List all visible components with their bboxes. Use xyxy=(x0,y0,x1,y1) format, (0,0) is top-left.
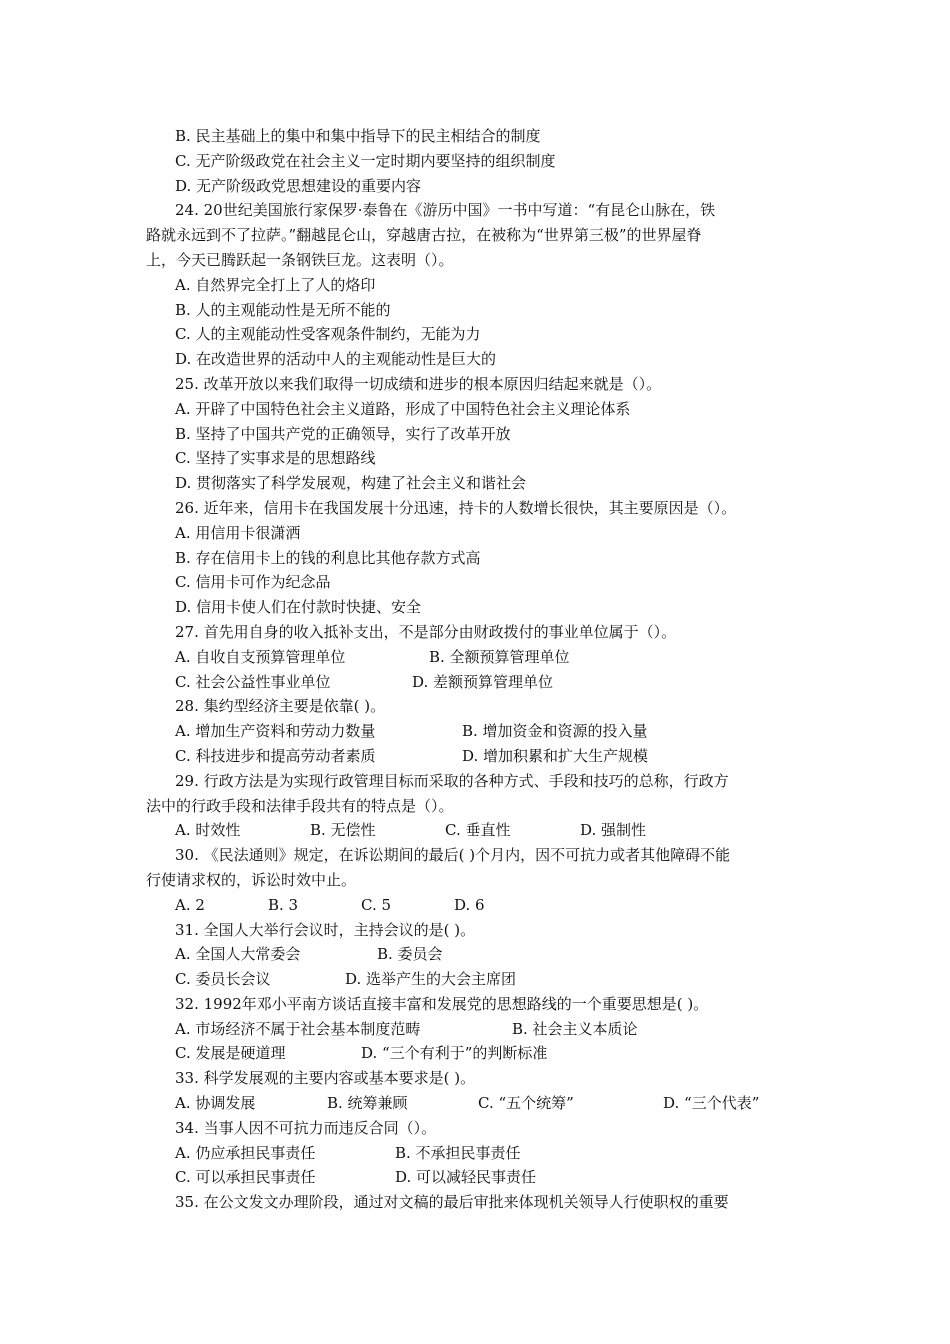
option: D. 增加积累和扩大生产规模 xyxy=(462,746,649,765)
option-row xyxy=(146,744,806,769)
option: C. 可以承担民事责任 xyxy=(175,1168,316,1187)
question-27: 27. 首先用自身的收入抵补支出，不是部分由财政拨付的事业单位属于（）。 xyxy=(175,622,677,641)
option-row xyxy=(146,1091,806,1116)
option-row xyxy=(146,1141,806,1166)
question-24-cont: 路就永远到不了拉萨。”翻越昆仑山，穿越唐古拉，在被称为“世界第三极”的世界屋脊 xyxy=(146,226,702,245)
option: C. 社会公益性事业单位 xyxy=(175,672,331,691)
option-row xyxy=(146,1041,806,1066)
question-25: 25. 改革开放以来我们取得一切成绩和进步的根本原因归结起来就是（）。 xyxy=(175,374,662,393)
question-30-cont: 行使请求权的，诉讼时效中止。 xyxy=(146,870,357,889)
option: A. 自收自支预算管理单位 xyxy=(175,647,346,666)
option: C. 5 xyxy=(361,895,392,914)
option-line: D. 贯彻落实了科学发展观，构建了社会主义和谐社会 xyxy=(175,474,527,493)
option-line: C. 无产阶级政党在社会主义一定时期内要坚持的组织制度 xyxy=(175,151,556,170)
option: D. “三个有利于”的判断标准 xyxy=(361,1044,548,1063)
option-row xyxy=(146,719,806,744)
option: C. 委员长会议 xyxy=(175,970,271,989)
option: B. 无偿性 xyxy=(310,821,376,840)
option-row xyxy=(146,645,806,670)
option-row xyxy=(146,670,806,695)
option: A. 协调发展 xyxy=(175,1094,256,1113)
option: C. “五个统筹” xyxy=(478,1094,574,1113)
question-28: 28. 集约型经济主要是依靠( )。 xyxy=(175,697,386,716)
option: B. 全额预算管理单位 xyxy=(429,647,570,666)
option: D. “三个代表” xyxy=(663,1094,760,1113)
option: C. 发展是硬道理 xyxy=(175,1044,286,1063)
question-29: 29. 行政方法是为实现行政管理目标而采取的各种方式、手段和技巧的总称，行政方 xyxy=(175,771,729,790)
question-24: 24. 20世纪美国旅行家保罗·泰鲁在《游历中国》一书中写道：“有昆仑山脉在，铁 xyxy=(175,201,716,220)
option: C. 科技进步和提高劳动者素质 xyxy=(175,746,376,765)
question-35: 35. 在公文发文办理阶段，通过对文稿的最后审批来体现机关领导人行使职权的重要 xyxy=(175,1193,729,1212)
option-line: D. 在改造世界的活动中人的主观能动性是巨大的 xyxy=(175,350,497,369)
option: D. 可以减轻民事责任 xyxy=(395,1168,537,1187)
option: D. 强制性 xyxy=(580,821,647,840)
option: B. 统筹兼顾 xyxy=(327,1094,408,1113)
option: B. 不承担民事责任 xyxy=(395,1143,521,1162)
option: D. 差额预算管理单位 xyxy=(412,672,554,691)
option-row xyxy=(146,818,806,843)
option-line: D. 无产阶级政党思想建设的重要内容 xyxy=(175,176,422,195)
option: B. 增加资金和资源的投入量 xyxy=(462,722,648,741)
option: A. 仍应承担民事责任 xyxy=(175,1143,316,1162)
option-line: D. 信用卡使人们在付款时快捷、安全 xyxy=(175,598,422,617)
option: B. 委员会 xyxy=(377,945,443,964)
option-line: A. 用信用卡很潇洒 xyxy=(175,523,301,542)
option: A. 时效性 xyxy=(175,821,241,840)
page-content xyxy=(146,124,806,1215)
option-line: B. 存在信用卡上的钱的利息比其他存款方式高 xyxy=(175,548,481,567)
option: B. 3 xyxy=(268,895,299,914)
option-line: C. 人的主观能动性受客观条件制约，无能为力 xyxy=(175,325,481,344)
option: C. 垂直性 xyxy=(445,821,511,840)
question-31: 31. 全国人大举行会议时，主持会议的是( )。 xyxy=(175,920,476,939)
option: B. 社会主义本质论 xyxy=(512,1019,638,1038)
option: A. 全国人大常委会 xyxy=(175,945,301,964)
option-row xyxy=(146,893,806,918)
option-row xyxy=(146,967,806,992)
option: D. 选举产生的大会主席团 xyxy=(345,970,517,989)
option: A. 市场经济不属于社会基本制度范畴 xyxy=(175,1019,421,1038)
option-line: B. 人的主观能动性是无所不能的 xyxy=(175,300,391,319)
option: A. 增加生产资料和劳动力数量 xyxy=(175,722,376,741)
option-line: A. 开辟了中国特色社会主义道路，形成了中国特色社会主义理论体系 xyxy=(175,399,631,418)
option-row xyxy=(146,1165,806,1190)
option: A. 2 xyxy=(175,895,205,914)
option-row xyxy=(146,942,806,967)
question-30: 30. 《民法通则》规定，在诉讼期间的最后( )个月内，因不可抗力或者其他障碍不能 xyxy=(175,846,731,865)
question-34: 34. 当事人因不可抗力而违反合同（）。 xyxy=(175,1118,437,1137)
option-line: B. 民主基础上的集中和集中指导下的民主相结合的制度 xyxy=(175,127,541,145)
option-line: C. 信用卡可作为纪念品 xyxy=(175,573,331,592)
option: D. 6 xyxy=(454,895,485,914)
question-26: 26. 近年来，信用卡在我国发展十分迅速，持卡的人数增长很快，其主要原因是（）。 xyxy=(175,498,737,517)
option-line: B. 坚持了中国共产党的正确领导，实行了改革开放 xyxy=(175,424,511,443)
question-29-cont: 法中的行政手段和法律手段共有的特点是（）。 xyxy=(146,796,454,815)
option-line: C. 坚持了实事求是的思想路线 xyxy=(175,449,376,468)
option-line: A. 自然界完全打上了人的烙印 xyxy=(175,275,376,294)
question-32: 32. 1992年邓小平南方谈话直接丰富和发展党的思想路线的一个重要思想是( )。 xyxy=(175,994,709,1013)
question-33: 33. 科学发展观的主要内容或基本要求是( )。 xyxy=(175,1069,476,1088)
option-row xyxy=(146,1017,806,1042)
question-24-cont: 上，今天已腾跃起一条钢铁巨龙。这表明（）。 xyxy=(146,250,454,269)
